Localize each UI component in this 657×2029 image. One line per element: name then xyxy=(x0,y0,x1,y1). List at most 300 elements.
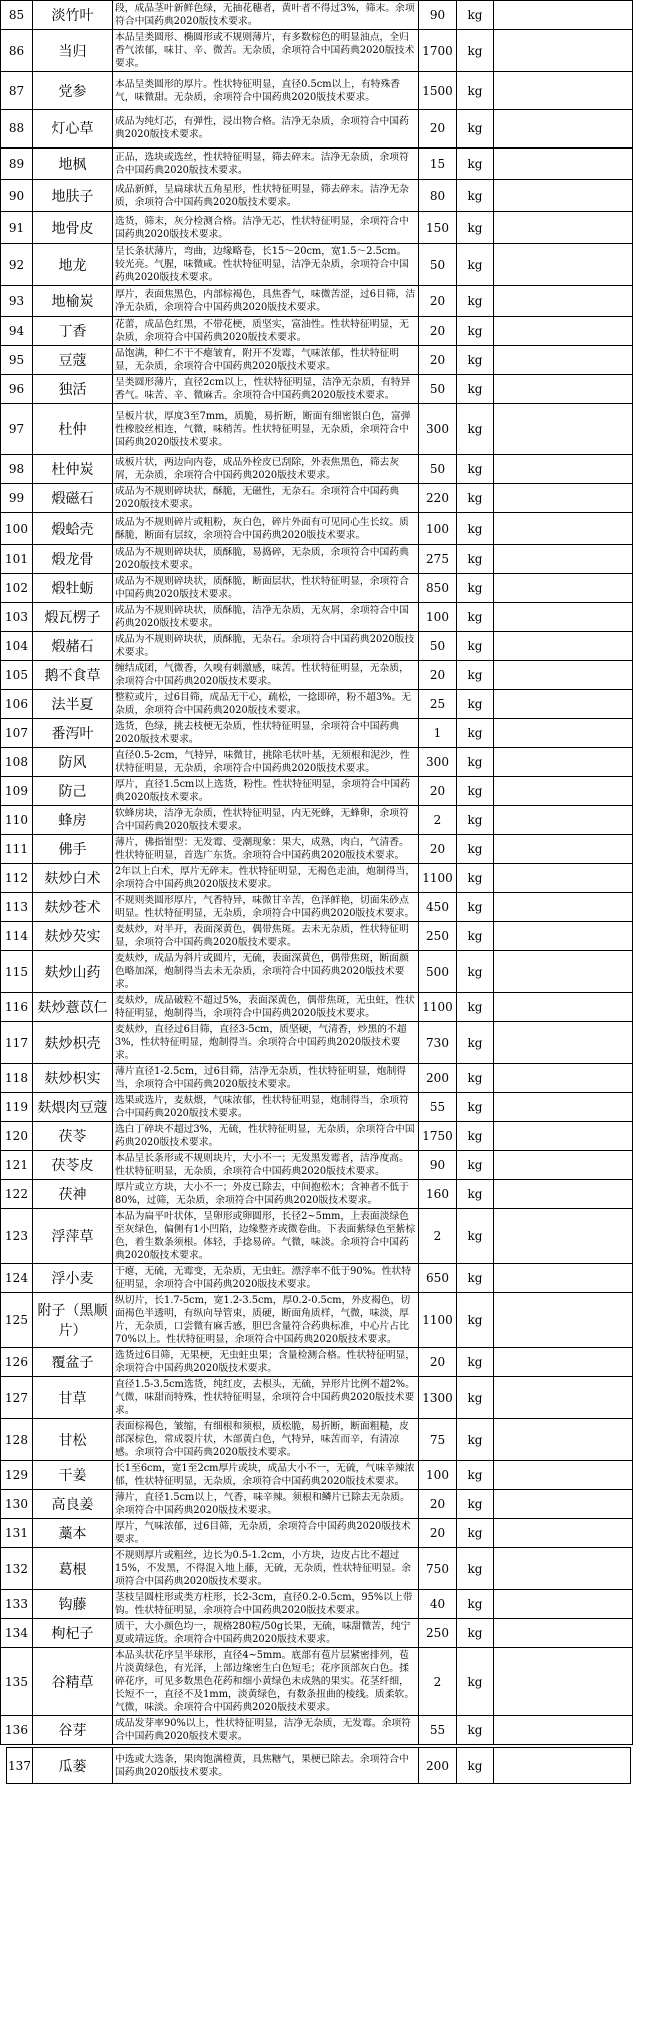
item-spec: 直径1.5-3.5cm选货，纯红皮，去根头，无硫，异形片比例不超2%。气微，味甜而特殊，性状特征明显，余项符合中国药典2020版技术要求。 xyxy=(113,1377,419,1419)
item-quantity: 160 xyxy=(419,1180,457,1209)
table-row xyxy=(1,922,633,951)
item-unit: kg xyxy=(457,110,494,148)
item-unit: kg xyxy=(457,1748,494,1784)
row-number: 89 xyxy=(1,148,33,180)
item-unit: kg xyxy=(457,1122,494,1151)
empty-cell xyxy=(494,110,633,148)
item-spec: 成品发芽率90%以上，性状特征明显，洁净无杂质，无发霉。余项符合中国药典2020版技术要求。 xyxy=(113,1716,419,1745)
table-row xyxy=(1,1461,633,1490)
empty-cell xyxy=(494,513,633,545)
item-unit: kg xyxy=(457,404,494,455)
table-row xyxy=(1,951,633,993)
row-number: 100 xyxy=(1,513,33,545)
row-number: 119 xyxy=(1,1093,33,1122)
item-name: 高良姜 xyxy=(33,1490,113,1519)
empty-cell xyxy=(494,148,633,180)
item-unit: kg xyxy=(457,1093,494,1122)
row-number: 110 xyxy=(1,806,33,835)
empty-cell xyxy=(494,1377,633,1419)
item-unit: kg xyxy=(457,1209,494,1264)
table-row xyxy=(1,690,633,719)
row-number: 114 xyxy=(1,922,33,951)
table-row xyxy=(1,835,633,864)
item-spec: 厚片，直径1.5cm以上选货，粉性。性状特征明显，余项符合中国药典2020版技术要求。 xyxy=(113,777,419,806)
empty-cell xyxy=(494,1348,633,1377)
table-row xyxy=(1,317,633,346)
empty-cell xyxy=(494,30,633,72)
empty-cell xyxy=(494,1716,633,1745)
item-name: 干姜 xyxy=(33,1461,113,1490)
item-unit: kg xyxy=(457,1348,494,1377)
item-unit: kg xyxy=(457,317,494,346)
item-name: 枸杞子 xyxy=(33,1619,113,1648)
row-number: 134 xyxy=(1,1619,33,1648)
item-unit: kg xyxy=(457,719,494,748)
item-spec: 软蜂房块，洁净无杂质，性状特征明显，内无死蜂，无蜂卵，余项符合中国药典2020版技术要求。 xyxy=(113,806,419,835)
row-number: 101 xyxy=(1,545,33,574)
item-quantity: 200 xyxy=(419,1748,457,1784)
item-unit: kg xyxy=(457,513,494,545)
row-number: 91 xyxy=(1,212,33,244)
item-quantity: 200 xyxy=(419,1064,457,1093)
row-number: 87 xyxy=(1,72,33,110)
row-number: 102 xyxy=(1,574,33,603)
item-unit: kg xyxy=(457,893,494,922)
item-unit: kg xyxy=(457,72,494,110)
table-row xyxy=(1,632,633,661)
item-unit: kg xyxy=(457,375,494,404)
row-number: 108 xyxy=(1,748,33,777)
item-name: 煅龙骨 xyxy=(33,545,113,574)
empty-cell xyxy=(494,1648,633,1716)
table-row xyxy=(1,777,633,806)
row-number: 133 xyxy=(1,1590,33,1619)
item-name: 覆盆子 xyxy=(33,1348,113,1377)
row-number: 96 xyxy=(1,375,33,404)
table-row xyxy=(1,1,633,30)
empty-cell xyxy=(494,317,633,346)
empty-cell xyxy=(494,212,633,244)
item-unit: kg xyxy=(457,1648,494,1716)
item-quantity: 20 xyxy=(419,1519,457,1548)
table-row xyxy=(1,244,633,286)
item-name: 地枫 xyxy=(33,148,113,180)
item-name: 麸炒芡实 xyxy=(33,922,113,951)
empty-cell xyxy=(494,748,633,777)
item-quantity: 850 xyxy=(419,574,457,603)
table-row xyxy=(1,513,633,545)
item-unit: kg xyxy=(457,1548,494,1590)
item-unit: kg xyxy=(457,148,494,180)
item-name: 茯苓皮 xyxy=(33,1151,113,1180)
item-spec: 本品呈类圆形的厚片。性状特征明显，直径0.5cm以上，有特殊香气，味微甜。无杂质，余项符合中国药典2020版技术要求。 xyxy=(113,72,419,110)
item-spec: 质干，大小颜色均一，规格280粒/50g长果，无硫，味甜微苦，纯宁夏或靖远货。余项符合中国药典2020版技术要求。 xyxy=(113,1619,419,1648)
item-quantity: 75 xyxy=(419,1419,457,1461)
item-name: 茯苓 xyxy=(33,1122,113,1151)
item-quantity: 730 xyxy=(419,1022,457,1064)
row-number: 92 xyxy=(1,244,33,286)
empty-cell xyxy=(494,1748,631,1784)
table-row xyxy=(1,1209,633,1264)
table-row xyxy=(1,574,633,603)
item-name: 豆蔻 xyxy=(33,346,113,375)
item-quantity: 55 xyxy=(419,1716,457,1745)
item-spec: 麦麸炒，成品破粒不超过5%，表面深黄色，偶带焦斑，无虫蛀，性状特征明显，炮制得当，余项符合中国药典2020版技术要求。 xyxy=(113,993,419,1022)
empty-cell xyxy=(494,1619,633,1648)
item-spec: 厚片，表面焦黑色，内部棕褐色，具焦香气，味微苦涩，过6目筛，洁净无杂质，余项符合中国药典2020版技术要求。 xyxy=(113,286,419,317)
item-unit: kg xyxy=(457,1151,494,1180)
item-quantity: 1500 xyxy=(419,72,457,110)
table-row xyxy=(1,1122,633,1151)
table-row xyxy=(1,1377,633,1419)
empty-cell xyxy=(494,632,633,661)
item-name: 地骨皮 xyxy=(33,212,113,244)
table-row xyxy=(1,1548,633,1590)
table-row xyxy=(1,30,633,72)
table-row xyxy=(1,1064,633,1093)
item-quantity: 500 xyxy=(419,951,457,993)
item-quantity: 1100 xyxy=(419,993,457,1022)
row-number: 107 xyxy=(1,719,33,748)
empty-cell xyxy=(494,893,633,922)
item-name: 防己 xyxy=(33,777,113,806)
row-number: 123 xyxy=(1,1209,33,1264)
row-number: 132 xyxy=(1,1548,33,1590)
item-spec: 长1至6cm，宽1至2cm厚片或块，成品大小不一，无硫，气味辛辣浓郁，性状特征明显，无杂质，余项符合中国药典2020版技术要求。 xyxy=(113,1461,419,1490)
row-number: 98 xyxy=(1,455,33,484)
item-name: 杜仲炭 xyxy=(33,455,113,484)
item-spec: 呈板片状，厚度3至7mm，质脆，易折断，断面有细密银白色，富弹性橡胶丝相连，气微，味稍苦。性状特征明显，无杂质，余项符合中国药典2020版技术要求。 xyxy=(113,404,419,455)
item-spec: 厚片或立方块，大小不一；外皮已除去，中间抱松木；含神者不低于80%，过筛，无杂质，余项符合中国药典2020版技术要求。 xyxy=(113,1180,419,1209)
item-name: 瓜蒌 xyxy=(33,1748,113,1784)
empty-cell xyxy=(494,1548,633,1590)
empty-cell xyxy=(494,1461,633,1490)
row-number: 106 xyxy=(1,690,33,719)
empty-cell xyxy=(494,1122,633,1151)
table-row xyxy=(1,545,633,574)
empty-cell xyxy=(494,603,633,632)
item-quantity: 1300 xyxy=(419,1377,457,1419)
item-name: 甘草 xyxy=(33,1377,113,1419)
table-row xyxy=(1,806,633,835)
item-quantity: 275 xyxy=(419,545,457,574)
empty-cell xyxy=(494,1293,633,1348)
item-spec: 麦麸炒，直径过6目筛，直径3-5cm，质坚硬，气清香，炒黑的不超3%，性状特征明显，炮制得当。余项符合中国药典2020版技术要求。 xyxy=(113,1022,419,1064)
table-row xyxy=(1,893,633,922)
item-spec: 麦麸炒，对半开，表面深黄色，偶带焦斑。去未无杂质，性状特征明显，余项符合中国药典2020版技术要求。 xyxy=(113,922,419,951)
item-name: 浮小麦 xyxy=(33,1264,113,1293)
item-name: 淡竹叶 xyxy=(33,1,113,30)
empty-cell xyxy=(494,1490,633,1519)
item-spec: 中选或大选条，果肉饱满橙黄，具焦糖气，果梗已除去。余项符合中国药典2020版技术要求。 xyxy=(113,1748,419,1784)
row-number: 135 xyxy=(1,1648,33,1716)
item-unit: kg xyxy=(457,661,494,690)
item-quantity: 650 xyxy=(419,1264,457,1293)
empty-cell xyxy=(494,1180,633,1209)
item-spec: 不规则类圆形厚片，气香特异，味微甘辛苦，色泽鲜艳，切面朱砂点明显。性状特征明显，无杂质，余项符合中国药典2020版技术要求。 xyxy=(113,893,419,922)
row-number: 124 xyxy=(1,1264,33,1293)
item-quantity: 40 xyxy=(419,1590,457,1619)
empty-cell xyxy=(494,375,633,404)
item-spec: 正品，选块或选丝，性状特征明显，筛去碎末。洁净无杂质，余项符合中国药典2020版技术要求。 xyxy=(113,148,419,180)
item-unit: kg xyxy=(457,1264,494,1293)
item-quantity: 20 xyxy=(419,317,457,346)
item-unit: kg xyxy=(457,212,494,244)
empty-cell xyxy=(494,286,633,317)
item-spec: 缠结成团，气微香，久嗅有刺激感，味苦。性状特征明显，无杂质，余项符合中国药典2020版技术要求。 xyxy=(113,661,419,690)
empty-cell xyxy=(494,244,633,286)
item-name: 谷精草 xyxy=(33,1648,113,1716)
empty-cell xyxy=(494,864,633,893)
continued-table xyxy=(6,1747,631,1784)
empty-cell xyxy=(494,661,633,690)
item-name: 当归 xyxy=(33,30,113,72)
row-number: 127 xyxy=(1,1377,33,1419)
item-quantity: 100 xyxy=(419,1461,457,1490)
item-spec: 麦麸炒，成品为斜片或圆片，无硫，表面深黄色，偶带焦斑，断面颜色略加深，炮制得当去未无杂质，余项符合中国药典2020版技术要求。 xyxy=(113,951,419,993)
table-row xyxy=(1,1093,633,1122)
item-quantity: 25 xyxy=(419,690,457,719)
empty-cell xyxy=(494,690,633,719)
row-number: 118 xyxy=(1,1064,33,1093)
item-unit: kg xyxy=(457,1519,494,1548)
table-row xyxy=(1,1619,633,1648)
row-number: 125 xyxy=(1,1293,33,1348)
empty-cell xyxy=(494,455,633,484)
item-spec: 直径0.5-2cm，气特异，味微甘，挑除毛状叶基，无须根和泥沙，性状特征明显，无杂质，余项符合中国药典2020版技术要求。 xyxy=(113,748,419,777)
empty-cell xyxy=(494,404,633,455)
item-spec: 表面棕褐色，皱缩，有细根和须根，质松脆，易折断，断面粗糙，皮部深棕色，常成裂片状，木部黄白色，气特异，味苦而辛，有清凉感。余项符合中国药典2020版技术要求。 xyxy=(113,1419,419,1461)
item-name: 麸炒枳壳 xyxy=(33,1022,113,1064)
item-spec: 选白丁碎块不超过3%，无硫，性状特征明显，无杂质，余项符合中国药典2020版技术要求。 xyxy=(113,1122,419,1151)
empty-cell xyxy=(494,1151,633,1180)
item-name: 佛手 xyxy=(33,835,113,864)
empty-cell xyxy=(494,777,633,806)
empty-cell xyxy=(494,1209,633,1264)
row-number: 121 xyxy=(1,1151,33,1180)
item-name: 地龙 xyxy=(33,244,113,286)
item-unit: kg xyxy=(457,1180,494,1209)
item-quantity: 55 xyxy=(419,1093,457,1122)
row-number: 85 xyxy=(1,1,33,30)
table-row xyxy=(1,180,633,212)
empty-cell xyxy=(494,1419,633,1461)
item-name: 煅磁石 xyxy=(33,484,113,513)
row-number: 93 xyxy=(1,286,33,317)
item-quantity: 20 xyxy=(419,661,457,690)
table-row xyxy=(1,1648,633,1716)
item-unit: kg xyxy=(457,484,494,513)
item-quantity: 50 xyxy=(419,375,457,404)
item-name: 煅赭石 xyxy=(33,632,113,661)
row-number: 90 xyxy=(1,180,33,212)
item-spec: 成品为纯灯芯，有弹性，浸出物合格。洁净无杂质，余项符合中国药典2020版技术要求。 xyxy=(113,110,419,148)
item-quantity: 2 xyxy=(419,1209,457,1264)
item-unit: kg xyxy=(457,1293,494,1348)
item-spec: 成板片状，两边向内卷，成品外栓皮已刮除，外表焦黑色，筛去灰屑，无杂质，余项符合中国药典2020版技术要求。 xyxy=(113,455,419,484)
table-row xyxy=(1,1590,633,1619)
row-number: 97 xyxy=(1,404,33,455)
item-quantity: 750 xyxy=(419,1548,457,1590)
item-name: 杜仲 xyxy=(33,404,113,455)
table-row xyxy=(1,1519,633,1548)
item-quantity: 2 xyxy=(419,806,457,835)
item-quantity: 100 xyxy=(419,513,457,545)
item-name: 谷芽 xyxy=(33,1716,113,1745)
table-row xyxy=(1,72,633,110)
row-number: 94 xyxy=(1,317,33,346)
row-number: 104 xyxy=(1,632,33,661)
item-quantity: 20 xyxy=(419,346,457,375)
table-row xyxy=(1,864,633,893)
item-quantity: 20 xyxy=(419,286,457,317)
item-unit: kg xyxy=(457,180,494,212)
item-spec: 纵切片，长1.7-5cm，宽1.2-3.5cm，厚0.2-0.5cm，外皮褐色，切面褐色半透明，有纵向导管束，质硬，断面角质样，气微，味淡，厚片，无杂质，口尝微有麻舌感，胆巴含量符合药典标准，中心片占比70%以上。性状特征明显，余项符合中国药典2020版技术要求。 xyxy=(113,1293,419,1348)
item-quantity: 50 xyxy=(419,632,457,661)
row-number: 99 xyxy=(1,484,33,513)
item-name: 煅蛤壳 xyxy=(33,513,113,545)
item-name: 地榆炭 xyxy=(33,286,113,317)
item-unit: kg xyxy=(457,1490,494,1519)
table-row xyxy=(1,455,633,484)
item-name: 麸煨肉豆蔻 xyxy=(33,1093,113,1122)
item-quantity: 90 xyxy=(419,1151,457,1180)
item-spec: 段，成品茎叶新鲜色绿，无抽花穗者，黄叶者不得过3%，筛末。余项符合中国药典2020版技术要求。 xyxy=(113,1,419,30)
item-quantity: 1700 xyxy=(419,30,457,72)
empty-cell xyxy=(494,1022,633,1064)
empty-cell xyxy=(494,806,633,835)
item-spec: 成品为不规则碎片或粗粉，灰白色，碎片外面有可见同心生长纹。质酥脆，断面有层纹，余项符合中国药典2020版技术要求。 xyxy=(113,513,419,545)
item-spec: 成品为不规则碎块状，质酥脆，断面层状，性状特征明显，余项符合中国药典2020版技术要求。 xyxy=(113,574,419,603)
table-row xyxy=(1,603,633,632)
empty-cell xyxy=(494,346,633,375)
row-number: 131 xyxy=(1,1519,33,1548)
item-name: 独活 xyxy=(33,375,113,404)
item-spec: 选货，色绿，挑去枝梗无杂质，性状特征明显，余项符合中国药典2020版技术要求。 xyxy=(113,719,419,748)
item-unit: kg xyxy=(457,806,494,835)
row-number: 88 xyxy=(1,110,33,148)
item-spec: 本品呈长条形或不规则块片，大小不一；无发黑发霉者，洁净度高。性状特征明显，无杂质，余项符合中国药典2020版技术要求。 xyxy=(113,1151,419,1180)
table-row xyxy=(1,1151,633,1180)
empty-cell xyxy=(494,1093,633,1122)
item-name: 麸炒枳实 xyxy=(33,1064,113,1093)
item-unit: kg xyxy=(457,1619,494,1648)
item-quantity: 1750 xyxy=(419,1122,457,1151)
item-spec: 本品为扁平叶状体，呈卵形或卵圆形，长径2~5mm，上表面淡绿色至灰绿色，偏侧有1小凹陷，边缘整齐或微卷曲。下表面紫绿色至紫棕色，着生数条须根。体轻，手捻易碎。气微，味淡。余项符合中国药典2020版技术要求。 xyxy=(113,1209,419,1264)
empty-cell xyxy=(494,1519,633,1548)
item-name: 钩藤 xyxy=(33,1590,113,1619)
item-quantity: 20 xyxy=(419,1348,457,1377)
item-name: 麸炒苍术 xyxy=(33,893,113,922)
item-name: 麸炒薏苡仁 xyxy=(33,993,113,1022)
table-row xyxy=(1,286,633,317)
item-unit: kg xyxy=(457,30,494,72)
table-row xyxy=(1,1264,633,1293)
item-quantity: 20 xyxy=(419,1490,457,1519)
table-row xyxy=(1,1348,633,1377)
item-unit: kg xyxy=(457,545,494,574)
item-unit: kg xyxy=(457,1,494,30)
empty-cell xyxy=(494,951,633,993)
item-unit: kg xyxy=(457,1064,494,1093)
table-row xyxy=(1,346,633,375)
item-quantity: 20 xyxy=(419,835,457,864)
empty-cell xyxy=(494,72,633,110)
item-name: 麸炒山药 xyxy=(33,951,113,993)
item-quantity: 50 xyxy=(419,244,457,286)
item-unit: kg xyxy=(457,748,494,777)
item-spec: 呈长条状薄片，弯曲，边缘略卷，长15～20cm，宽1.5～2.5cm。较光亮。气腥，味微咸。性状特征明显，洁净无杂质，余项符合中国药典2020版技术要求。 xyxy=(113,244,419,286)
item-spec: 品饱满，种仁不干不瘪皱育，附开不发霉，气味浓郁，性状特征明显，无杂质，余项符合中国药典2020版技术要求。 xyxy=(113,346,419,375)
item-spec: 呈类圆形薄片，直径2cm以上，性状特征明显，洁净无杂质，有特异香气。味苦、辛、微麻舌。余项符合中国药典2020版技术要求。 xyxy=(113,375,419,404)
item-unit: kg xyxy=(457,244,494,286)
row-number: 109 xyxy=(1,777,33,806)
item-spec: 成品新鲜，呈扁球状五角星形，性状特征明显，筛去碎末。洁净无杂质，余项符合中国药典2020版技术要求。 xyxy=(113,180,419,212)
table-row xyxy=(1,1293,633,1348)
item-unit: kg xyxy=(457,922,494,951)
item-name: 煅牡蛎 xyxy=(33,574,113,603)
item-unit: kg xyxy=(457,346,494,375)
table-row xyxy=(1,661,633,690)
item-name: 鹅不食草 xyxy=(33,661,113,690)
item-quantity: 1100 xyxy=(419,864,457,893)
item-unit: kg xyxy=(457,1419,494,1461)
item-name: 茯神 xyxy=(33,1180,113,1209)
item-spec: 成品为不规则碎块状，质酥脆，易捣碎，无杂质，余项符合中国药典2020版技术要求。 xyxy=(113,545,419,574)
item-quantity: 300 xyxy=(419,404,457,455)
item-spec: 本品呈类圆形、椭圆形或不规则薄片，有多数棕色的明显油点，全归香气浓郁，味甘、辛、微苦。无杂质，余项符合中国药典2020版技术要求。 xyxy=(113,30,419,72)
empty-cell xyxy=(494,993,633,1022)
row-number: 116 xyxy=(1,993,33,1022)
item-name: 附子（黑顺片） xyxy=(33,1293,113,1348)
item-unit: kg xyxy=(457,1590,494,1619)
row-number: 112 xyxy=(1,864,33,893)
item-quantity: 50 xyxy=(419,455,457,484)
item-name: 法半夏 xyxy=(33,690,113,719)
row-number: 126 xyxy=(1,1348,33,1377)
row-number: 95 xyxy=(1,346,33,375)
table-row xyxy=(7,1748,631,1784)
item-spec: 2年以上白术，厚片无碎末。性状特征明显，无褐色走油，炮制得当，余项符合中国药典2020版技术要求。 xyxy=(113,864,419,893)
table-row xyxy=(1,484,633,513)
item-name: 甘松 xyxy=(33,1419,113,1461)
item-spec: 选货过6目筛，无果梗，无虫蛀虫果；含量检测合格。性状特征明显，余项符合中国药典2020版技术要求。 xyxy=(113,1348,419,1377)
item-unit: kg xyxy=(457,1377,494,1419)
table-row xyxy=(1,1716,633,1745)
item-quantity: 250 xyxy=(419,922,457,951)
empty-cell xyxy=(494,1,633,30)
empty-cell xyxy=(494,1064,633,1093)
table-row xyxy=(1,404,633,455)
item-quantity: 1 xyxy=(419,719,457,748)
item-unit: kg xyxy=(457,835,494,864)
row-number: 113 xyxy=(1,893,33,922)
item-spec: 厚片，气味浓郁，过6目筛，无杂质，余项符合中国药典2020版技术要求。 xyxy=(113,1519,419,1548)
table-row xyxy=(1,1180,633,1209)
item-unit: kg xyxy=(457,864,494,893)
row-number: 122 xyxy=(1,1180,33,1209)
item-quantity: 150 xyxy=(419,212,457,244)
row-number: 128 xyxy=(1,1419,33,1461)
item-unit: kg xyxy=(457,1022,494,1064)
item-unit: kg xyxy=(457,1461,494,1490)
item-quantity: 100 xyxy=(419,603,457,632)
item-spec: 选货，筛末，灰分检测合格。洁净无芯，性状特征明显，余项符合中国药典2020版技术要求。 xyxy=(113,212,419,244)
item-name: 葛根 xyxy=(33,1548,113,1590)
item-unit: kg xyxy=(457,993,494,1022)
table-row xyxy=(1,110,633,148)
row-number: 105 xyxy=(1,661,33,690)
